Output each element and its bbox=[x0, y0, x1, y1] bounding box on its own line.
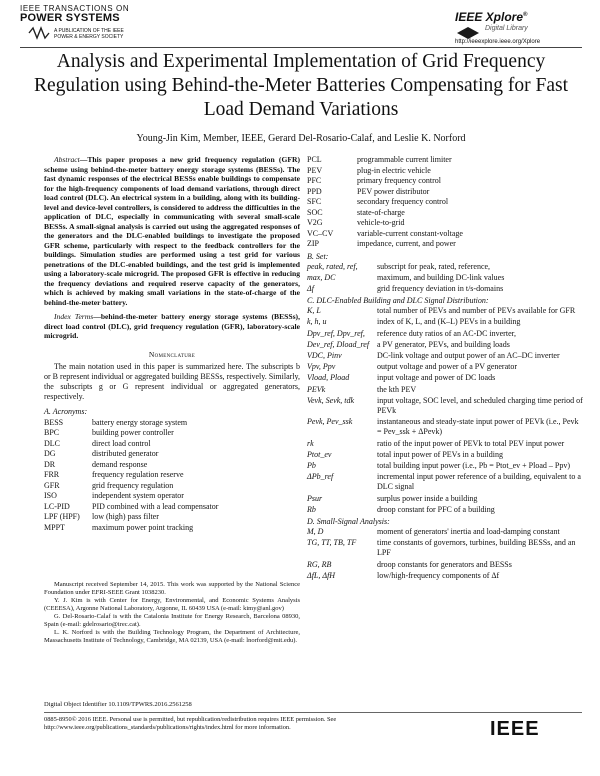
definition: grid frequency deviation in t/s-domains bbox=[377, 283, 504, 293]
nomenclature-row bbox=[307, 571, 583, 581]
footer-divider bbox=[44, 712, 582, 713]
definition: variable-current constant-voltage bbox=[357, 228, 463, 238]
index-terms-text: —behind-the-meter battery energy storage systems (BESSs), direct load control (DLC), grid frequency regulation (GFR), laboratory-scale microgrid. bbox=[44, 312, 300, 340]
nomenclature-row bbox=[307, 538, 583, 558]
nomenclature-row bbox=[44, 512, 300, 523]
symbol: Psur bbox=[307, 493, 323, 503]
nomenclature-row bbox=[44, 470, 300, 481]
nomenclature-row bbox=[307, 417, 583, 437]
ieee-badge-icon bbox=[455, 27, 481, 39]
small-signal-list bbox=[307, 527, 583, 581]
nomenclature-row bbox=[307, 187, 583, 198]
definition: building power controller bbox=[92, 428, 174, 437]
definition: primary frequency control bbox=[357, 176, 441, 185]
definition: programmable current limiter bbox=[357, 155, 452, 164]
symbol: Vpv, Ppv bbox=[307, 362, 336, 372]
pes-logo-icon bbox=[28, 26, 50, 40]
definition: PID combined with a lead compensator bbox=[92, 501, 219, 511]
symbol: Rb bbox=[307, 504, 316, 514]
symbol: FRR bbox=[44, 470, 60, 479]
definition: surplus power inside a building bbox=[377, 493, 478, 503]
symbol: rk bbox=[307, 438, 314, 448]
xplore-subtitle: Digital Library bbox=[485, 25, 528, 32]
nomenclature-row bbox=[307, 505, 583, 515]
symbol: PEVk bbox=[307, 384, 326, 394]
index-terms bbox=[44, 312, 300, 341]
symbol: Dev_ref, Dload_ref bbox=[307, 339, 370, 349]
nomenclature-row bbox=[307, 197, 583, 208]
journal-header bbox=[0, 0, 600, 48]
definition: low (high) pass filter bbox=[92, 512, 159, 521]
definition: total number of PEVs and number of PEVs available for GFR bbox=[377, 306, 576, 316]
nomenclature-row bbox=[44, 428, 300, 439]
definition: frequency regulation reserve bbox=[92, 470, 184, 479]
nomenclature-row bbox=[307, 527, 583, 537]
abstract-label: Abstract bbox=[54, 155, 80, 164]
nomenclature-row bbox=[307, 218, 583, 229]
symbol: Vevk, Sevk, tdk bbox=[307, 395, 355, 405]
right-column bbox=[307, 155, 583, 582]
definition: input voltage, SOC level, and scheduled charging time period of PEVk bbox=[377, 395, 583, 415]
definition: reference duty ratios of an AC-DC inverter, bbox=[377, 328, 516, 338]
symbol: V2G bbox=[307, 218, 323, 227]
dlc-list bbox=[307, 306, 583, 515]
symbol: M, D bbox=[307, 526, 324, 536]
definition: input voltage and power of DC loads bbox=[377, 373, 496, 383]
abstract bbox=[44, 155, 300, 307]
symbol: LPF (HPF) bbox=[44, 512, 80, 521]
symbol: PCL bbox=[307, 155, 322, 164]
nomenclature-row bbox=[307, 317, 583, 327]
definition: impedance, current, and power bbox=[357, 239, 456, 248]
symbol: PEV bbox=[307, 165, 323, 175]
symbol: BESS bbox=[44, 417, 64, 427]
doi: Digital Object Identifier 10.1109/TPWRS.2016.2561258 bbox=[44, 701, 192, 708]
nomenclature-row bbox=[307, 461, 583, 471]
paper-authors: Young-Jin Kim, Member, IEEE, Gerard Del-Rosario-Calaf, and Leslie K. Norford bbox=[136, 133, 466, 144]
nomenclature-row bbox=[307, 351, 583, 361]
definition: time constants of governors, turbines, building BESSs, and an LPF bbox=[377, 538, 576, 558]
nomenclature-row bbox=[44, 460, 300, 471]
definition: droop constants for generators and BESSs bbox=[377, 559, 512, 569]
header-divider bbox=[20, 47, 582, 48]
sets-list bbox=[307, 262, 583, 295]
symbol: PFC bbox=[307, 176, 322, 185]
journal-series: IEEE TRANSACTIONS ON bbox=[20, 4, 130, 13]
definition: output voltage and power of a PV generator bbox=[377, 362, 518, 372]
nomenclature-row bbox=[307, 208, 583, 219]
definition: vehicle-to-grid bbox=[357, 218, 405, 227]
nomenclature-row bbox=[44, 481, 300, 492]
nomenclature-row bbox=[307, 176, 583, 187]
nomenclature-row bbox=[307, 284, 583, 294]
symbol: BPC bbox=[44, 428, 60, 437]
nomenclature-row bbox=[44, 491, 300, 502]
definition: independent system operator bbox=[92, 491, 184, 500]
definition: moment of generators' inertia and load-damping constant bbox=[377, 526, 560, 536]
index-terms-label: Index Terms bbox=[54, 312, 94, 321]
paper-title: Analysis and Experimental Implementation of Grid Frequency Regulation using Behind-the-Meter Batteries Compensating for Fast Load Demand Variations bbox=[34, 51, 568, 120]
definition: maximum, and building DC-link values bbox=[377, 272, 505, 282]
nomenclature-row bbox=[44, 502, 300, 513]
definition: incremental input power reference of a building, equivalent to a DLC signal bbox=[377, 472, 581, 492]
nomenclature-row bbox=[44, 418, 300, 429]
nomenclature-row bbox=[307, 155, 583, 166]
nomenclature-heading: Nomenclature bbox=[148, 349, 196, 359]
symbol: ΔPb_ref bbox=[307, 472, 334, 482]
definition: maximum power point tracking bbox=[92, 522, 194, 532]
footnotes bbox=[44, 581, 300, 645]
xplore-url[interactable]: http://ieeexplore.ieee.org/Xplore bbox=[455, 39, 541, 45]
symbol: peak, rated, ref, bbox=[307, 261, 358, 271]
definition: the kth PEV bbox=[377, 384, 417, 394]
symbol: ΔfL, ΔfH bbox=[307, 570, 336, 580]
definition: PEV power distributor bbox=[357, 186, 430, 196]
symbol: Dpv_ref, Dpv_ref, bbox=[307, 328, 365, 338]
symbol: Vload, Pload bbox=[307, 373, 350, 383]
definition: droop constant for PFC of a building bbox=[377, 504, 495, 514]
definition: total building input power (i.e., Pb = Ptot_ev + Pload – Ppv) bbox=[377, 460, 571, 470]
definition: a PV generator, PEVs, and building loads bbox=[377, 339, 510, 349]
nomenclature-row bbox=[307, 306, 583, 316]
footnote: Manuscript received September 14, 2015. This work was supported by the National Science Foundation under EFRI-SEEE Grant 1038230. bbox=[44, 581, 300, 596]
nomenclature-row bbox=[307, 239, 583, 250]
nomenclature-row bbox=[44, 523, 300, 534]
symbol: PPD bbox=[307, 186, 322, 196]
nomenclature-row bbox=[307, 560, 583, 570]
definition: direct load control bbox=[92, 438, 151, 448]
nomenclature-intro: The main notation used in this paper is summarized here. The subscripts b or B represent individual or aggregated building BESSs, respectively. Similarly, the subscripts g or G represent individual or aggregated generators, respectively. bbox=[44, 361, 300, 401]
symbol: k, h, u bbox=[307, 317, 327, 327]
nomenclature-row bbox=[307, 385, 583, 395]
definition: low/high-frequency components of Δf bbox=[377, 570, 500, 580]
nomenclature-row bbox=[307, 229, 583, 240]
nomenclature-row bbox=[307, 329, 583, 339]
definition: subscript for peak, rated, reference, bbox=[377, 261, 491, 271]
nomenclature-row bbox=[307, 362, 583, 372]
ieee-logo: IEEE bbox=[490, 718, 540, 740]
symbol: ZIP bbox=[307, 239, 319, 248]
symbol: Ptot_ev bbox=[307, 449, 332, 459]
symbol: VC–CV bbox=[307, 228, 334, 238]
symbol: K, L bbox=[307, 306, 321, 316]
footnote: G. Del-Rosario-Calaf is with the Catalonia Institute for Energy Research, Barcelona 08930, Spain (e-mail: gdelrosario@irec.cat). bbox=[44, 613, 300, 628]
definition: DC-link voltage and output power of an AC–DC inverter bbox=[377, 350, 560, 360]
nomenclature-row bbox=[307, 340, 583, 350]
journal-tagline: A PUBLICATION OF THE IEEE POWER & ENERGY SOCIETY bbox=[54, 28, 124, 40]
symbol: Pb bbox=[307, 460, 316, 470]
symbol: VDC, Pinv bbox=[307, 350, 342, 360]
nomenclature-row bbox=[307, 472, 583, 492]
definition: secondary frequency control bbox=[357, 197, 449, 206]
ieee-xplore-logo: IEEE Xplore® bbox=[455, 10, 528, 24]
definition: plug-in electric vehicle bbox=[357, 165, 431, 175]
symbol: max, DC bbox=[307, 272, 336, 282]
symbol: DR bbox=[44, 459, 56, 469]
definition: total input power of PEVs in a building bbox=[377, 449, 503, 459]
left-column bbox=[44, 155, 300, 533]
symbol: SFC bbox=[307, 197, 322, 206]
definition: instantaneous and steady-state input power of PEVk (i.e., Pevk = Pev_ssk + ΔPevk) bbox=[377, 417, 579, 437]
symbol: DLC bbox=[44, 438, 60, 448]
acronym-list bbox=[44, 418, 300, 534]
footnote: Y. J. Kim is with Center for Energy, Environmental, and Economic Systems Analysis (CEEESA), Argonne National Laboratory, Argonne, IL 60439 USA (e-mail: kimy@anl.gov) bbox=[44, 597, 300, 612]
journal-name: POWER SYSTEMS bbox=[20, 12, 120, 24]
symbol: RG, RB bbox=[307, 559, 332, 569]
copyright-notice: 0885-8950© 2016 IEEE. Personal use is permitted, but republication/redistribution requires IEEE permission. See http://www.ieee.org/publications_standards/publications/rights/index.html for more information. bbox=[44, 716, 337, 732]
abstract-text: —This paper proposes a new grid frequency regulation (GFR) scheme using behind-the-meter battery energy storage systems (BESSs). The fast dynamic responses of the electrical BESSs enable buildings to compensate for the high-frequency components of load demand variations, through direct load control (DLC). An electrical system in a building, along with its building-level and device-level controllers, is considered to address the difficulties in the application of DLC, especially in communicating with several small-scale BESSs. A small-signal analysis is carried out using the aggregated responses of the generators and the DLC-enabled buildings to investigate the proposed GFR scheme, particularly with respect to the feedback controllers for the buildings. Simulation studies are performed using a test grid for various penetrations of the DLC-enabled buildings, and the test grid is implemented using a laboratory-scale microgrid. The proposed GFR is effective in reducing the frequency deviations and required reserve capacity of the generators, which is achieved by making small variations in the state-of-charge of the behind-the-meter battery. bbox=[44, 155, 300, 307]
definition: distributed generator bbox=[92, 449, 159, 458]
symbol: LC-PID bbox=[44, 501, 70, 511]
symbol: Pevk, Pev_ssk bbox=[307, 417, 353, 427]
nomenclature-row bbox=[307, 273, 583, 283]
definition: grid frequency regulation bbox=[92, 480, 174, 490]
symbol: ISO bbox=[44, 491, 57, 500]
nomenclature-row bbox=[307, 396, 583, 416]
nomenclature-row bbox=[44, 449, 300, 460]
nomenclature-row bbox=[307, 373, 583, 383]
symbol: DG bbox=[44, 449, 56, 458]
nomenclature-row bbox=[44, 439, 300, 450]
dlc-heading: C. DLC-Enabled Building and DLC Signal Distribution: bbox=[307, 296, 489, 306]
footnote: L. K. Norford is with the Building Technology Program, the Department of Architecture, Massachusetts Institute of Technology, Cambridge, MA 02139, USA (e-mail: lnorford@mit.edu). bbox=[44, 629, 300, 644]
small-signal-heading: D. Small-Signal Analysis: bbox=[307, 516, 390, 526]
symbol: TG, TT, TB, TF bbox=[307, 538, 357, 548]
nomenclature-row bbox=[307, 166, 583, 177]
symbol: SOC bbox=[307, 207, 323, 217]
nomenclature-row bbox=[307, 262, 583, 272]
acronyms-heading: A. Acronyms: bbox=[44, 406, 88, 416]
acronym-list-continued bbox=[307, 155, 583, 250]
definition: state-of-charge bbox=[357, 207, 405, 217]
definition: index of K, L, and (K–L) PEVs in a building bbox=[377, 317, 521, 327]
symbol: Δf bbox=[307, 283, 314, 293]
symbol: GFR bbox=[44, 480, 60, 490]
nomenclature-row bbox=[307, 494, 583, 504]
sets-heading: B. Set: bbox=[307, 251, 329, 261]
nomenclature-row bbox=[307, 439, 583, 449]
definition: battery energy storage system bbox=[92, 417, 188, 427]
nomenclature-row bbox=[307, 450, 583, 460]
definition: demand response bbox=[92, 459, 148, 469]
symbol: MPPT bbox=[44, 522, 65, 532]
definition: ratio of the input power of PEVk to total PEV input power bbox=[377, 438, 565, 448]
